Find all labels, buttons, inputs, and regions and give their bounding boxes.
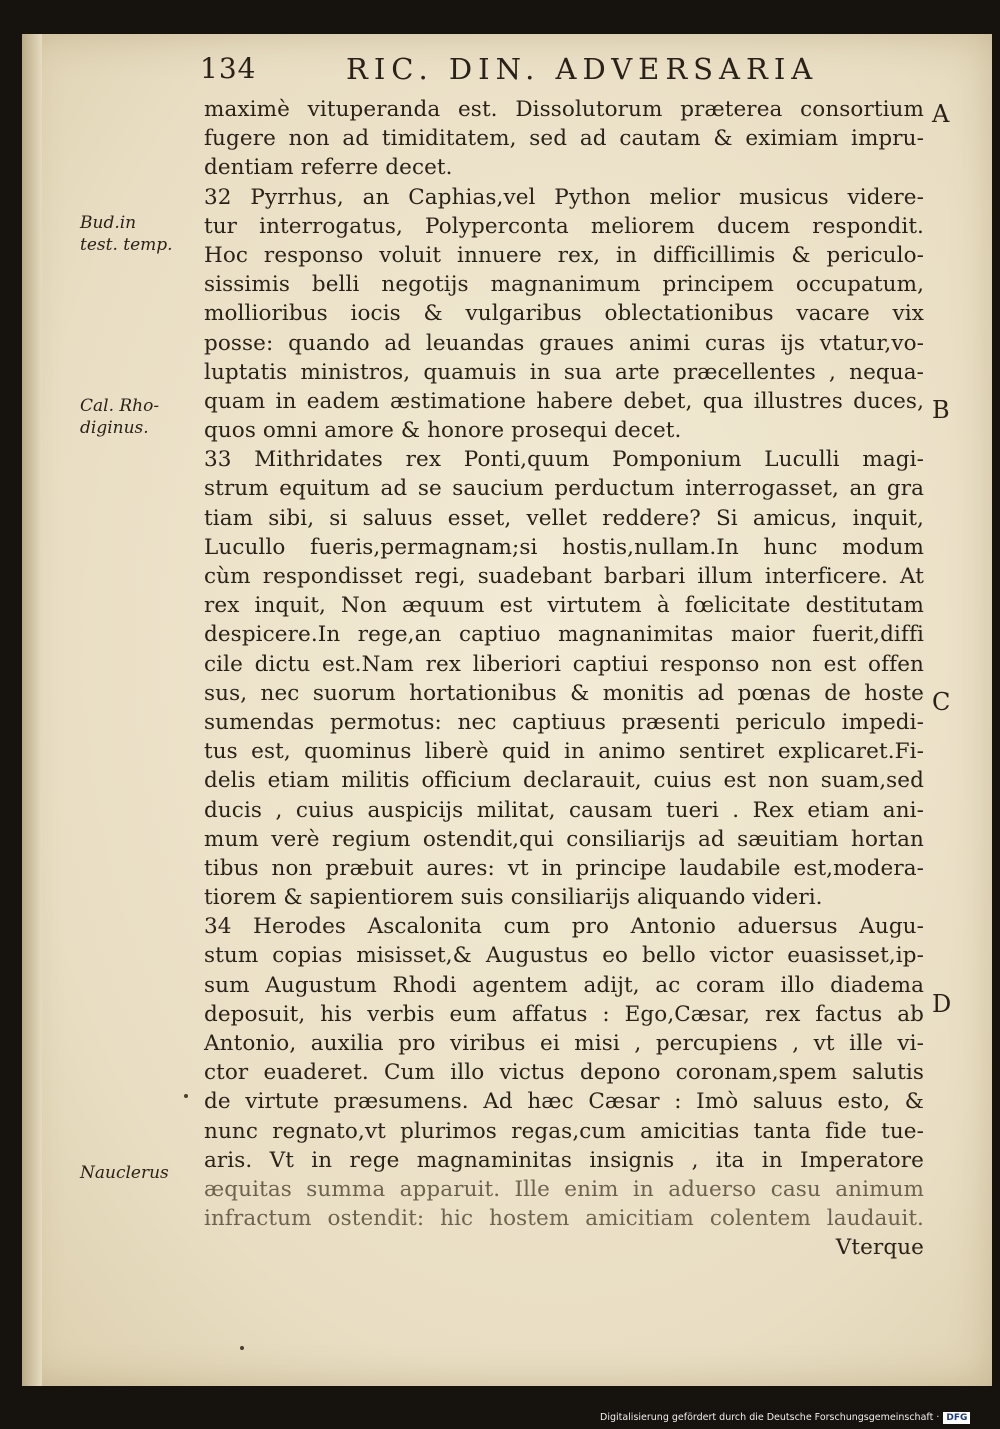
text-line: maximè vituperanda est. Dissolutorum præterea consortium <box>204 97 924 122</box>
text-line: 33 Mithridates rex Ponti,quum Pomponium Luculli magi- <box>204 447 924 473</box>
text-line: strum equitum ad se saucium perductum interrogasset, an gra <box>204 476 924 502</box>
text-line: deposuit, his verbis eum affatus : Ego,Cæsar, rex factus ab <box>204 1001 924 1027</box>
text-line: ctor euaderet. Cum illo victus depono coronam,spem salutis <box>204 1060 924 1086</box>
section-letter-c: C <box>932 688 951 716</box>
page-gutter-shadow <box>22 34 42 1386</box>
text-line: ducis , cuius auspicijs militat, causam tueri . Rex etiam ani- <box>204 797 924 823</box>
section-letter-d: D <box>932 990 952 1018</box>
text-line: Hoc responso voluit innuere rex, in difficillimis & periculo- <box>204 242 924 268</box>
marginal-note-budaeus <box>80 212 173 256</box>
digitization-credit <box>600 1411 992 1425</box>
text-line: tibus non præbuit aures: vt in principe laudabile est,modera- <box>204 855 924 881</box>
page-header <box>200 52 940 88</box>
marginal-note-line: diginus. <box>80 418 149 438</box>
text-line: delis etiam militis officium declarauit, cuius est non suam,sed <box>204 768 924 794</box>
marginal-note-line: test. temp. <box>80 235 173 255</box>
text-line: quam in eadem æstimatione habere debet, qua illustres duces, <box>204 388 924 414</box>
credit-text: Digitalisierung gefördert durch die Deutsche Forschungsgemeinschaft · <box>600 1412 940 1423</box>
text-line: cùm respondisset regi, suadebant barbari illum interficere. At <box>204 564 924 589</box>
text-line: tiorem & sapientiorem suis consiliarijs aliquando videri. <box>204 885 823 911</box>
catchword: Vterque <box>835 1235 924 1261</box>
marginal-note-line: Cal. Rho- <box>80 396 160 416</box>
text-line: Lucullo fueris,permagnam;si hostis,nullam.In hunc modum <box>204 534 924 560</box>
text-line: despicere.In rege,an captiuo magnanimitas maior fuerit,diffi <box>204 622 924 648</box>
text-line: aris. Vt in rege magnaminitas insignis , ita in Imperatore <box>204 1147 924 1173</box>
marginal-note-nauclerus: Nauclerus <box>80 1163 169 1183</box>
text-line: fugere non ad timiditatem, sed ad cautam & eximiam impru- <box>204 126 924 152</box>
text-line: sumendas permotus: nec captiuus præsenti periculo impedi- <box>204 709 924 735</box>
text-line: dentiam referre decet. <box>204 155 453 181</box>
marginal-note-caelius <box>80 395 159 439</box>
ink-speck <box>240 1346 244 1350</box>
text-line: Antonio, auxilia pro viribus ei misi , percupiens , vt ille vi- <box>204 1031 924 1056</box>
text-line: de virtute præsumens. Ad hæc Cæsar : Imò saluus esto, & <box>204 1089 924 1115</box>
text-line: infractum ostendit: hic hostem amicitiam colentem laudauit. <box>204 1206 924 1232</box>
text-line: 32 Pyrrhus, an Caphias,vel Python melior musicus videre- <box>204 184 924 210</box>
text-line: cile dictu est.Nam rex liberiori captiui responso non est offen <box>204 651 924 677</box>
main-text-block <box>204 95 924 1263</box>
ink-speck <box>184 1094 188 1098</box>
running-title: RIC. DIN. ADVERSARIA <box>346 52 819 86</box>
text-line: mollioribus iocis & vulgaribus oblectationibus vacare vix <box>204 301 924 327</box>
text-line: luptatis ministros, quamuis in sua arte præcellentes , nequa- <box>204 359 924 385</box>
text-line: posse: quando ad leuandas graues animi curas ijs vtatur,vo- <box>204 330 924 356</box>
section-letter-a: A <box>932 100 950 128</box>
marginal-note-line: Bud.in <box>80 213 137 233</box>
text-line: æquitas summa apparuit. Ille enim in aduerso casu animum <box>204 1176 924 1202</box>
text-line: 34 Herodes Ascalonita cum pro Antonio aduersus Augu- <box>204 914 924 940</box>
text-line: sissimis belli negotijs magnanimum principem occupatum, <box>204 272 924 298</box>
text-line: stum copias misisset,& Augustus eo bello victor euasisset,ip- <box>204 943 924 969</box>
text-line: nunc regnato,vt plurimos regas,cum amicitias tanta fide tue- <box>204 1118 924 1144</box>
dfg-logo: DFG <box>943 1412 970 1424</box>
text-line: quos omni amore & honore prosequi decet. <box>204 418 682 444</box>
text-line: tus est, quominus liberè quid in animo sentiret explicaret.Fi- <box>204 739 924 765</box>
section-letter-b: B <box>932 396 950 424</box>
text-line: rex inquit, Non æquum est virtutem à fœlicitate destitutam <box>204 593 924 619</box>
text-line: mum verè regium ostendit,qui consiliarijs ad sæuitiam hortan <box>204 826 924 852</box>
text-line: sus, nec suorum hortationibus & monitis ad pœnas de hoste <box>204 680 924 706</box>
text-line: tiam sibi, si saluus esset, vellet reddere? Si amicus, inquit, <box>204 505 924 531</box>
text-line: tur interrogatus, Polyperconta meliorem ducem respondit. <box>204 213 924 239</box>
text-line: sum Augustum Rhodi agentem adijt, ac coram illo diadema <box>204 972 924 998</box>
page-number: 134 <box>200 52 257 85</box>
